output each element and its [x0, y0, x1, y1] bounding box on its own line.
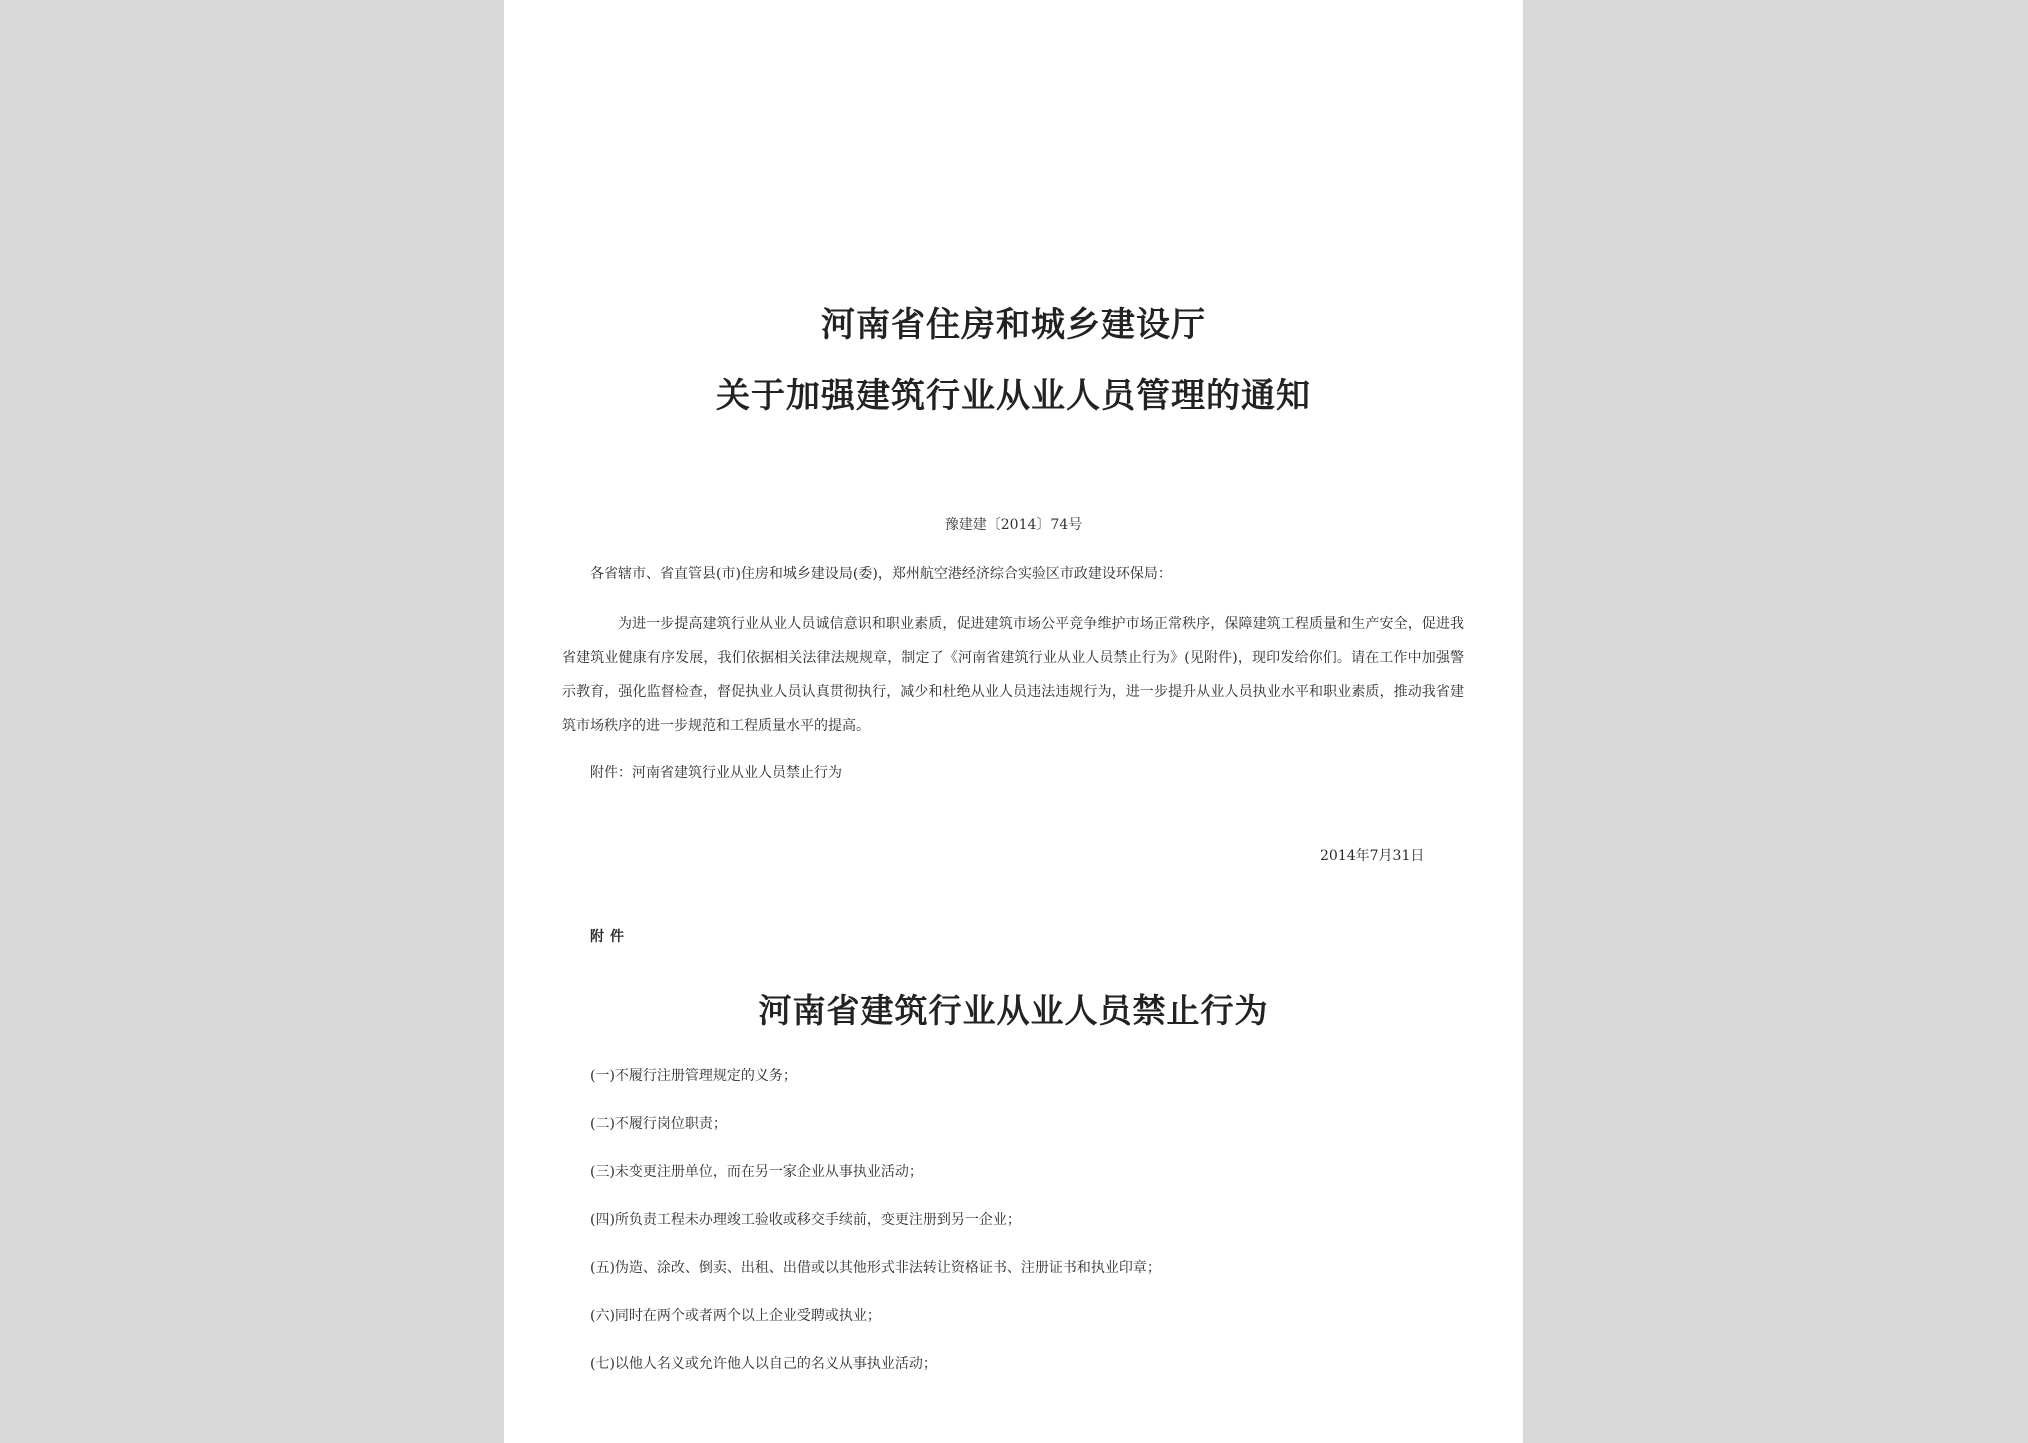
document-page [504, 0, 1523, 1443]
attachment-note: 附件：河南省建筑行业从业人员禁止行为 [590, 765, 842, 781]
issue-date: 2014年7月31日 [1320, 848, 1425, 864]
attachment-title: 河南省建筑行业从业人员禁止行为 [758, 991, 1269, 1030]
list-item: (五)伪造、涂改、倒卖、出租、出借或以其他形式非法转让资格证书、注册证书和执业印章； [590, 1260, 1161, 1276]
attachment-label: 附件 [590, 929, 630, 945]
notice-title-line2: 关于加强建筑行业从业人员管理的通知 [716, 376, 1311, 416]
list-item: (四)所负责工程未办理竣工验收或移交手续前，变更注册到另一企业； [590, 1212, 1021, 1228]
list-item: (二)不履行岗位职责； [590, 1116, 727, 1132]
list-item: (六)同时在两个或者两个以上企业受聘或执业； [590, 1308, 881, 1324]
notice-title-line1: 河南省住房和城乡建设厅 [821, 305, 1206, 345]
list-item: (三)未变更注册单位，而在另一家企业从事执业活动； [590, 1164, 923, 1180]
list-item: (一)不履行注册管理规定的义务； [590, 1068, 797, 1084]
body-paragraph: 为进一步提高建筑行业从业人员诚信意识和职业素质，促进建筑市场公平竞争维护市场正常秩序，保障建筑工程质量和生产安全，促进我省建筑业健康有序发展，我们依据相关法律法规规章，制定了《河南省建筑行业从业人员禁止行为》(见附件)，现印发给你们。请在工作中加强警示教育，强化监督检查，督促执业人员认真贯彻执行，减少和杜绝从业人员违法违规行为，进一步提升从业人员执业水平和职业素质，推动我省建筑市场秩序的进一步规范和工程质量水平的提高。 [562, 616, 1464, 734]
list-item: (七)以他人名义或允许他人以自己的名义从事执业活动； [590, 1356, 937, 1372]
salutation: 各省辖市、省直管县(市)住房和城乡建设局(委)，郑州航空港经济综合实验区市政建设环保局： [590, 566, 1172, 582]
document-number: 豫建建〔2014〕74号 [944, 517, 1083, 533]
